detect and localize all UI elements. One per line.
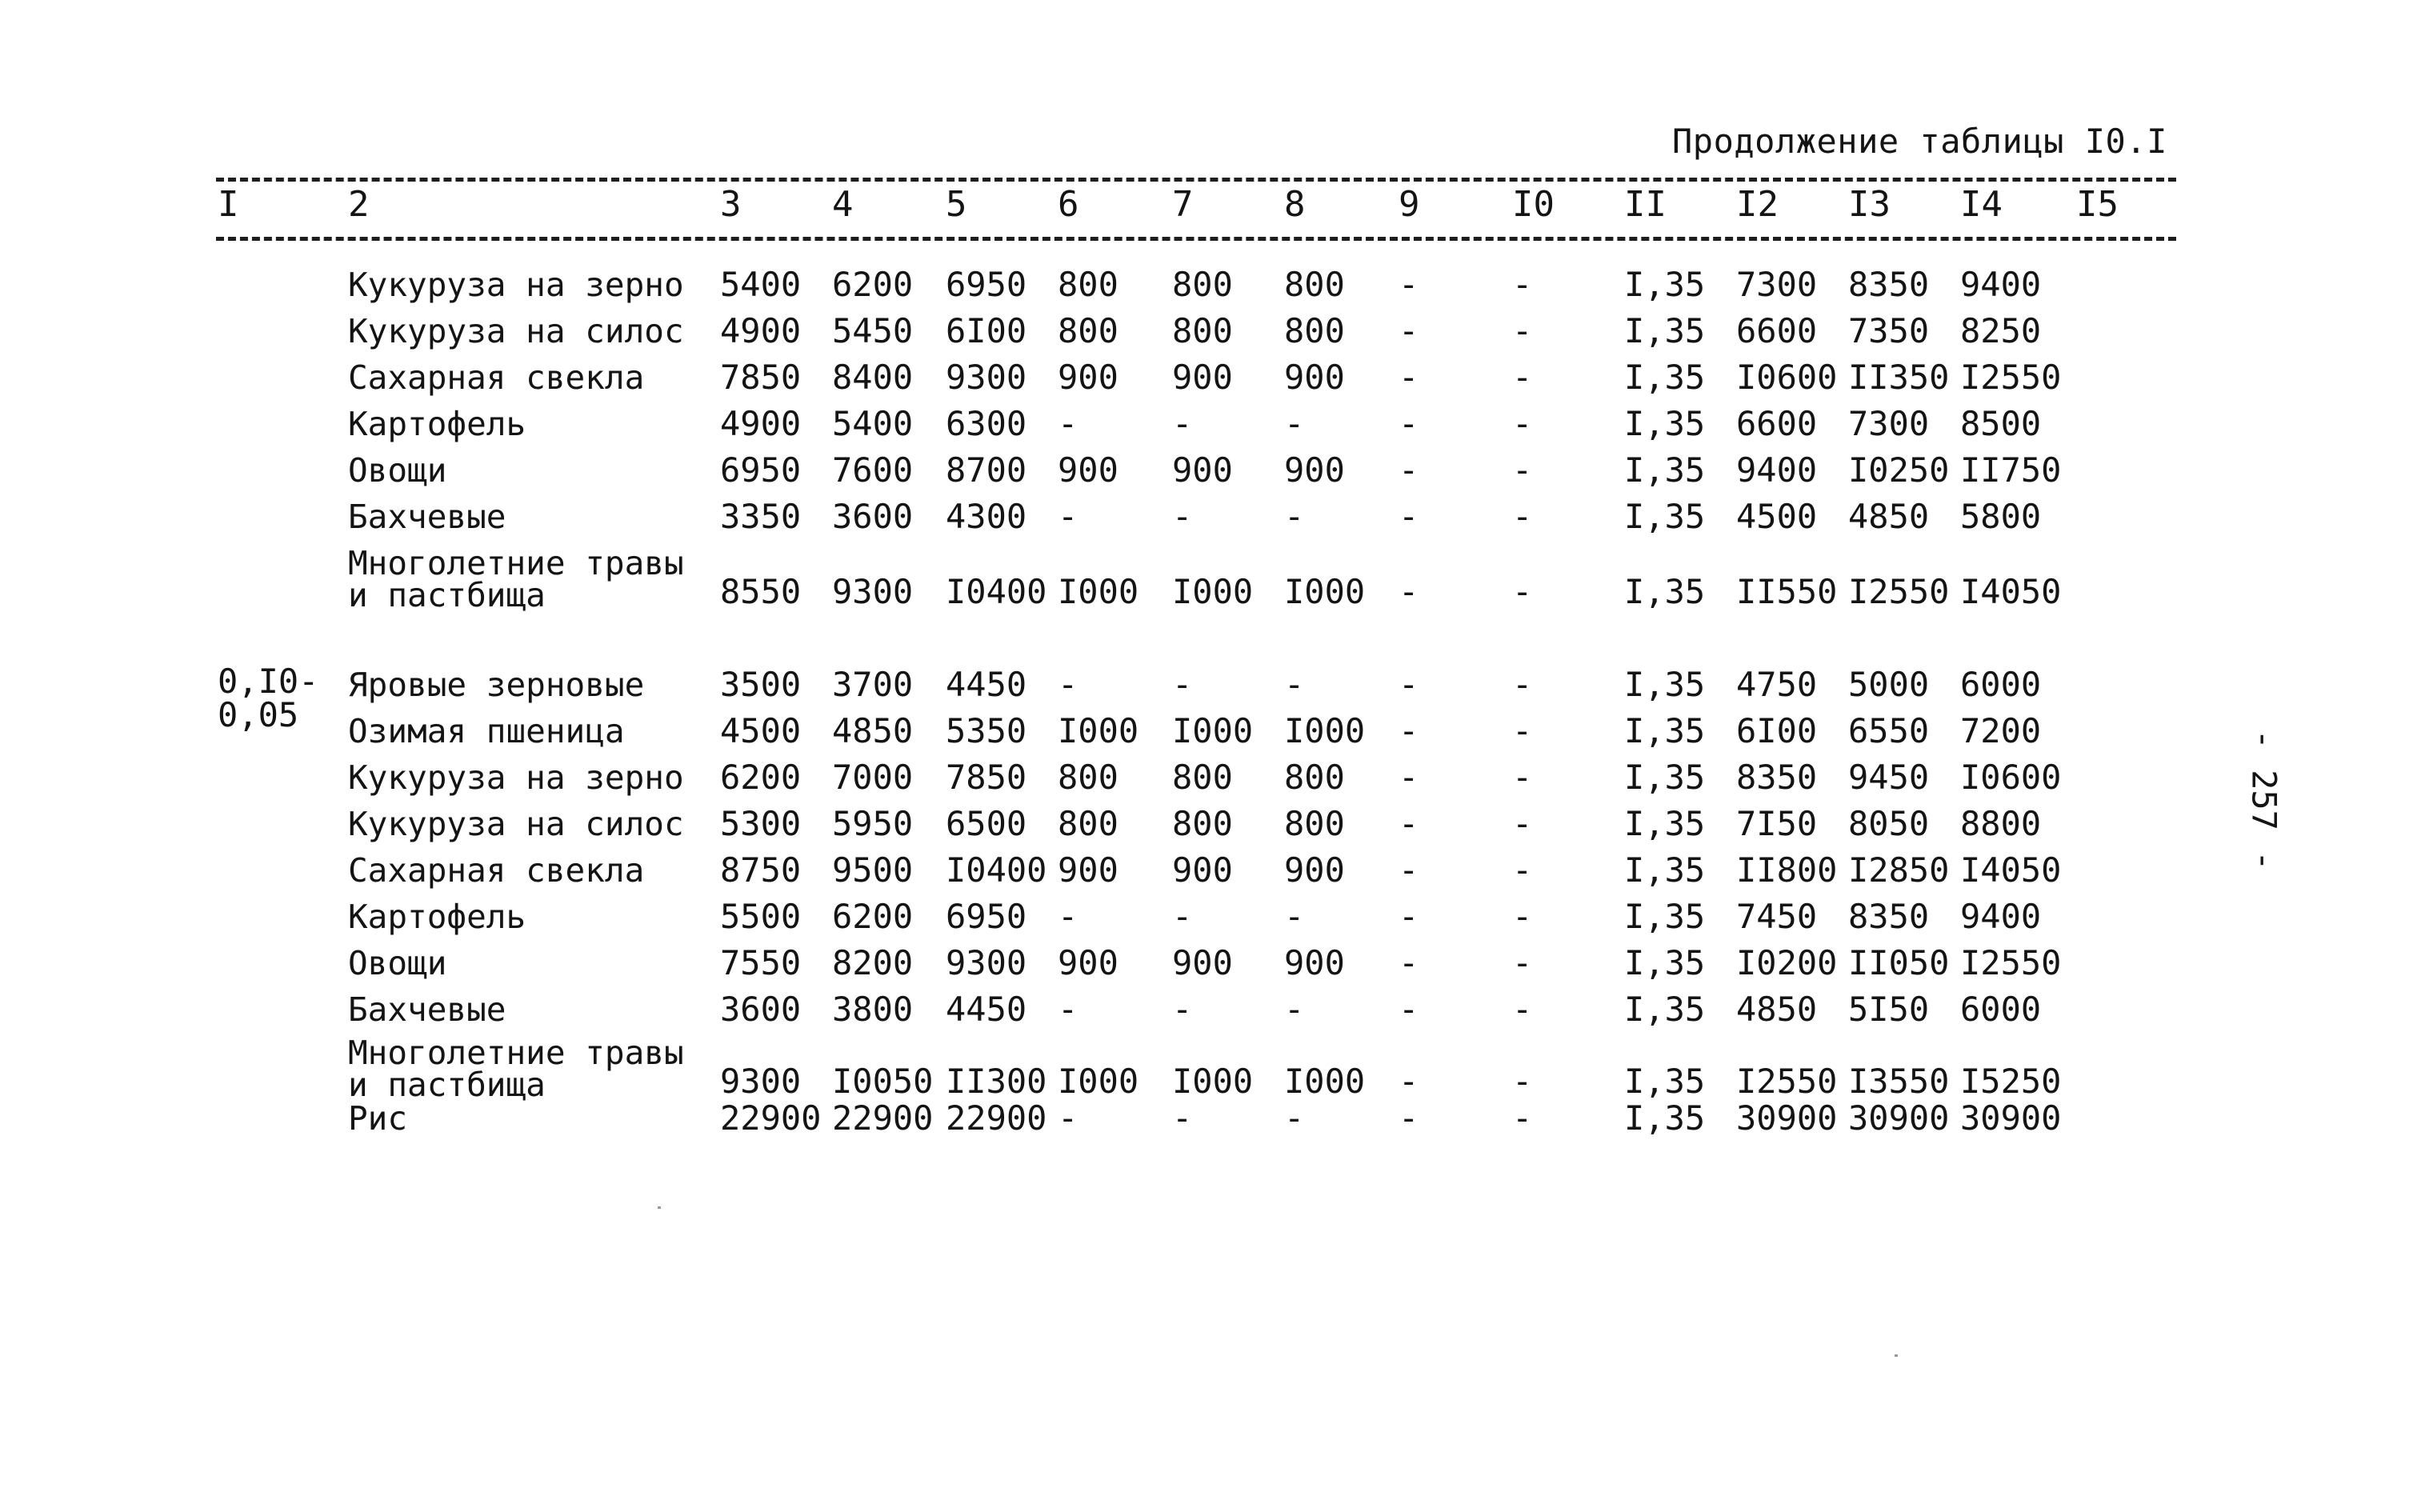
table-cell: -	[1399, 990, 1419, 1029]
table-cell: II550	[1736, 572, 1838, 611]
table-cell: 8500	[1960, 404, 2042, 443]
table-cell: -	[1399, 897, 1419, 936]
row-name: Овощи	[348, 451, 447, 490]
table-cell: -	[1284, 990, 1305, 1029]
table-cell: -	[1284, 404, 1305, 443]
table-cell: 30900	[1848, 1098, 1950, 1138]
table-cell: 4900	[720, 404, 802, 443]
table-cell: 9300	[832, 572, 914, 611]
table-cell: -	[1058, 665, 1078, 704]
column-header: I5	[2076, 184, 2119, 225]
table-cell: 9400	[1960, 897, 2042, 936]
row-name: Картофель	[348, 898, 526, 936]
table-cell: -	[1399, 943, 1419, 982]
table-cell: -	[1284, 497, 1305, 536]
table-cell: 8050	[1848, 804, 1930, 843]
table-cell: I0600	[1960, 758, 2062, 797]
table-cell: 5400	[720, 265, 802, 304]
table-cell: I000	[1058, 572, 1139, 611]
column-header: 3	[720, 184, 742, 225]
table-cell: 800	[1058, 311, 1118, 350]
table-cell: I,35	[1624, 358, 1706, 397]
table-cell: 4500	[1736, 497, 1818, 536]
table-cell: -	[1284, 1098, 1305, 1138]
group-label: 0,05	[218, 695, 299, 734]
table-cell: 900	[1172, 850, 1233, 890]
table-cell: 900	[1058, 358, 1118, 397]
table-cell: I4050	[1960, 850, 2062, 890]
table-cell: 800	[1172, 758, 1233, 797]
table-cell: -	[1512, 943, 1533, 982]
table-cell: -	[1058, 897, 1078, 936]
table-cell: 7200	[1960, 711, 2042, 750]
table-cell: I000	[1284, 572, 1366, 611]
table-cell: II800	[1736, 850, 1838, 890]
table-cell: 800	[1284, 265, 1345, 304]
table-cell: 7550	[720, 943, 802, 982]
table-cell: 6600	[1736, 404, 1818, 443]
page-number: - 257 -	[2244, 729, 2284, 871]
table-cell: II300	[946, 1062, 1047, 1101]
table-cell: I000	[1058, 711, 1139, 750]
table-cell: I,35	[1624, 758, 1706, 797]
table-cell: 900	[1172, 450, 1233, 490]
table-cell: 3600	[832, 497, 914, 536]
table-cell: 6950	[946, 897, 1027, 936]
column-header: 6	[1058, 184, 1079, 225]
table-cell: 4850	[1736, 990, 1818, 1029]
table-cell: I,35	[1624, 1062, 1706, 1101]
table-cell: 7450	[1736, 897, 1818, 936]
table-cell: 7300	[1736, 265, 1818, 304]
table-cell: 900	[1058, 450, 1118, 490]
table-cell: 5400	[832, 404, 914, 443]
table-cell: 6000	[1960, 990, 2042, 1029]
table-cell: 8350	[1848, 897, 1930, 936]
table-cell: -	[1172, 497, 1193, 536]
row-name: Рис	[348, 1099, 408, 1138]
table-cell: 8750	[720, 850, 802, 890]
table-cell: I,35	[1624, 711, 1706, 750]
table-cell: 8350	[1848, 265, 1930, 304]
row-name: Кукуруза на силос	[348, 312, 684, 350]
table-cell: 5350	[946, 711, 1027, 750]
table-cell: 4450	[946, 990, 1027, 1029]
table-cell: -	[1172, 1098, 1193, 1138]
table-cell: 800	[1058, 758, 1118, 797]
table-cell: I,35	[1624, 943, 1706, 982]
table-cell: 800	[1284, 311, 1345, 350]
table-cell: 5800	[1960, 497, 2042, 536]
row-name: Озимая пшеница	[348, 712, 625, 750]
row-name: Кукуруза на зерно	[348, 758, 684, 797]
table-cell: I000	[1172, 1062, 1254, 1101]
table-cell: -	[1512, 711, 1533, 750]
column-header: I3	[1848, 184, 1891, 225]
table-cell: -	[1399, 758, 1419, 797]
table-cell: I000	[1058, 1062, 1139, 1101]
table-cell: I2550	[1848, 572, 1950, 611]
column-header: I4	[1960, 184, 2003, 225]
table-cell: I000	[1172, 572, 1254, 611]
table-cell: 6I00	[1736, 711, 1818, 750]
header-bottom-rule	[216, 237, 2176, 241]
table-cell: 7I50	[1736, 804, 1818, 843]
table-cell: 4750	[1736, 665, 1818, 704]
table-cell: 6500	[946, 804, 1027, 843]
table-cell: -	[1058, 404, 1078, 443]
table-cell: -	[1512, 1098, 1533, 1138]
table-cell: 6550	[1848, 711, 1930, 750]
table-cell: -	[1512, 665, 1533, 704]
table-cell: I4050	[1960, 572, 2062, 611]
table-cell: 4900	[720, 311, 802, 350]
table-cell: II050	[1848, 943, 1950, 982]
table-cell: -	[1512, 1062, 1533, 1101]
table-cell: I3550	[1848, 1062, 1950, 1101]
table-cell: 8250	[1960, 311, 2042, 350]
table-cell: -	[1512, 897, 1533, 936]
table-cell: 5500	[720, 897, 802, 936]
table-cell: -	[1399, 804, 1419, 843]
table-cell: 7850	[946, 758, 1027, 797]
table-cell: 6600	[1736, 311, 1818, 350]
table-cell: 8200	[832, 943, 914, 982]
table-cell: 8400	[832, 358, 914, 397]
table-cell: 8800	[1960, 804, 2042, 843]
table-cell: 5950	[832, 804, 914, 843]
table-cell: 900	[1172, 358, 1233, 397]
table-cell: I2550	[1960, 358, 2062, 397]
table-cell: I,35	[1624, 850, 1706, 890]
table-cell: -	[1284, 897, 1305, 936]
table-cell: 7850	[720, 358, 802, 397]
column-header: 2	[348, 184, 370, 225]
table-cell: -	[1512, 572, 1533, 611]
table-cell: 6200	[832, 897, 914, 936]
table-cell: 9400	[1960, 265, 2042, 304]
table-cell: 30900	[1736, 1098, 1838, 1138]
row-name: Кукуруза на силос	[348, 805, 684, 843]
column-header: 5	[946, 184, 967, 225]
table-cell: 4300	[946, 497, 1027, 536]
table-cell: 800	[1284, 758, 1345, 797]
table-cell: -	[1058, 1098, 1078, 1138]
table-cell: -	[1399, 1062, 1419, 1101]
table-cell: 9500	[832, 850, 914, 890]
table-cell: -	[1512, 758, 1533, 797]
table-cell: -	[1512, 850, 1533, 890]
table-cell: -	[1399, 1098, 1419, 1138]
table-cell: I000	[1172, 711, 1254, 750]
table-cell: -	[1399, 572, 1419, 611]
table-cell: 3500	[720, 665, 802, 704]
table-cell: 900	[1284, 358, 1345, 397]
table-cell: 9300	[946, 943, 1027, 982]
table-cell: -	[1512, 450, 1533, 490]
table-cell: -	[1399, 450, 1419, 490]
table-cell: 800	[1172, 311, 1233, 350]
row-name: Картофель	[348, 405, 526, 443]
table-cell: -	[1512, 990, 1533, 1029]
table-cell: I0400	[946, 850, 1047, 890]
table-cell: 22900	[832, 1098, 934, 1138]
table-cell: I,35	[1624, 990, 1706, 1029]
table-cell: I,35	[1624, 311, 1706, 350]
row-name: Бахчевые	[348, 990, 506, 1029]
table-cell: 6300	[946, 404, 1027, 443]
table-cell: 9450	[1848, 758, 1930, 797]
row-name: Сахарная свекла	[348, 358, 645, 397]
table-cell: I000	[1284, 711, 1366, 750]
table-cell: -	[1172, 897, 1193, 936]
row-name: Яровые зерновые	[348, 666, 645, 704]
table-cell: 800	[1058, 804, 1118, 843]
table-cell: 4850	[832, 711, 914, 750]
table-cell: I0400	[946, 572, 1047, 611]
table-cell: 3800	[832, 990, 914, 1029]
table-cell: -	[1058, 497, 1078, 536]
table-cell: I0250	[1848, 450, 1950, 490]
table-cell: 9300	[946, 358, 1027, 397]
table-cell: -	[1172, 404, 1193, 443]
table-cell: 5300	[720, 804, 802, 843]
table-cell: I,35	[1624, 572, 1706, 611]
table-cell: 6000	[1960, 665, 2042, 704]
scan-speck	[1895, 1354, 1898, 1357]
column-header: II	[1624, 184, 1667, 225]
table-cell: 22900	[946, 1098, 1047, 1138]
table-cell: 3700	[832, 665, 914, 704]
row-name: Сахарная свекла	[348, 851, 645, 890]
table-cell: I,35	[1624, 897, 1706, 936]
table-cell: 5000	[1848, 665, 1930, 704]
column-header: 8	[1284, 184, 1306, 225]
table-cell: 900	[1284, 450, 1345, 490]
table-cell: I,35	[1624, 1098, 1706, 1138]
table-cell: -	[1172, 665, 1193, 704]
table-cell: 6200	[720, 758, 802, 797]
table-cell: -	[1058, 990, 1078, 1029]
table-cell: I2550	[1736, 1062, 1838, 1101]
table-cell: I,35	[1624, 804, 1706, 843]
table-cell: 8350	[1736, 758, 1818, 797]
table-cell: 3350	[720, 497, 802, 536]
table-cell: 5I50	[1848, 990, 1930, 1029]
table-cell: -	[1512, 358, 1533, 397]
table-cell: -	[1399, 665, 1419, 704]
group-label: 0,I0-	[218, 662, 319, 701]
table-cell: 800	[1058, 265, 1118, 304]
table-cell: 900	[1058, 943, 1118, 982]
table-cell: -	[1512, 311, 1533, 350]
table-cell: -	[1399, 265, 1419, 304]
table-cell: -	[1399, 358, 1419, 397]
row-name: Овощи	[348, 944, 447, 982]
table-cell: 22900	[720, 1098, 822, 1138]
table-cell: -	[1399, 711, 1419, 750]
column-header: I0	[1512, 184, 1555, 225]
table-cell: 7600	[832, 450, 914, 490]
table-cell: -	[1284, 665, 1305, 704]
table-cell: I0200	[1736, 943, 1838, 982]
table-cell: 6950	[720, 450, 802, 490]
table-cell: I5250	[1960, 1062, 2062, 1101]
table-cell: -	[1512, 265, 1533, 304]
table-cell: 8700	[946, 450, 1027, 490]
table-cell: 30900	[1960, 1098, 2062, 1138]
table-cell: I,35	[1624, 497, 1706, 536]
table-cell: -	[1512, 497, 1533, 536]
table-cell: 4500	[720, 711, 802, 750]
row-name: Кукуруза на зерно	[348, 266, 684, 304]
column-header: 9	[1399, 184, 1420, 225]
table-cell: -	[1399, 497, 1419, 536]
table-cell: I000	[1284, 1062, 1366, 1101]
table-cell: -	[1399, 850, 1419, 890]
table-cell: I0600	[1736, 358, 1838, 397]
table-cell: 900	[1284, 943, 1345, 982]
table-cell: 7000	[832, 758, 914, 797]
table-cell: 9300	[720, 1062, 802, 1101]
row-name: и пастбища	[348, 1066, 546, 1104]
column-header: 7	[1172, 184, 1194, 225]
table-cell: 900	[1172, 943, 1233, 982]
table-cell: 4450	[946, 665, 1027, 704]
table-cell: 9400	[1736, 450, 1818, 490]
table-cell: -	[1512, 404, 1533, 443]
table-cell: 4850	[1848, 497, 1930, 536]
table-cell: 800	[1172, 804, 1233, 843]
table-cell: 900	[1058, 850, 1118, 890]
table-cell: 8550	[720, 572, 802, 611]
table-cell: I2850	[1848, 850, 1950, 890]
table-cell: I,35	[1624, 450, 1706, 490]
table-cell: I,35	[1624, 404, 1706, 443]
table-cell: 6I00	[946, 311, 1027, 350]
table-cell: -	[1399, 404, 1419, 443]
table-cell: 800	[1172, 265, 1233, 304]
row-name: Бахчевые	[348, 498, 506, 536]
table-cell: 3600	[720, 990, 802, 1029]
table-cell: -	[1399, 311, 1419, 350]
table-cell: 800	[1284, 804, 1345, 843]
table-cell: -	[1172, 990, 1193, 1029]
table-continuation-caption: Продолжение таблицы I0.I	[1672, 122, 2167, 161]
table-cell: 7300	[1848, 404, 1930, 443]
row-name: Многолетние травы	[348, 1034, 684, 1072]
table-cell: -	[1512, 804, 1533, 843]
table-cell: I2550	[1960, 943, 2062, 982]
table-cell: I,35	[1624, 665, 1706, 704]
table-cell: II350	[1848, 358, 1950, 397]
row-name: Многолетние травы	[348, 544, 684, 582]
table-cell: 6950	[946, 265, 1027, 304]
table-cell: II750	[1960, 450, 2062, 490]
table-cell: 5450	[832, 311, 914, 350]
table-cell: 7350	[1848, 311, 1930, 350]
row-name: и пастбища	[348, 576, 546, 614]
column-header: I2	[1736, 184, 1779, 225]
table-cell: I0050	[832, 1062, 934, 1101]
scan-speck	[658, 1206, 661, 1209]
table-cell: 900	[1284, 850, 1345, 890]
column-header: 4	[832, 184, 854, 225]
table-cell: 6200	[832, 265, 914, 304]
header-top-rule	[216, 178, 2176, 182]
column-header: I	[218, 184, 239, 225]
table-cell: I,35	[1624, 265, 1706, 304]
